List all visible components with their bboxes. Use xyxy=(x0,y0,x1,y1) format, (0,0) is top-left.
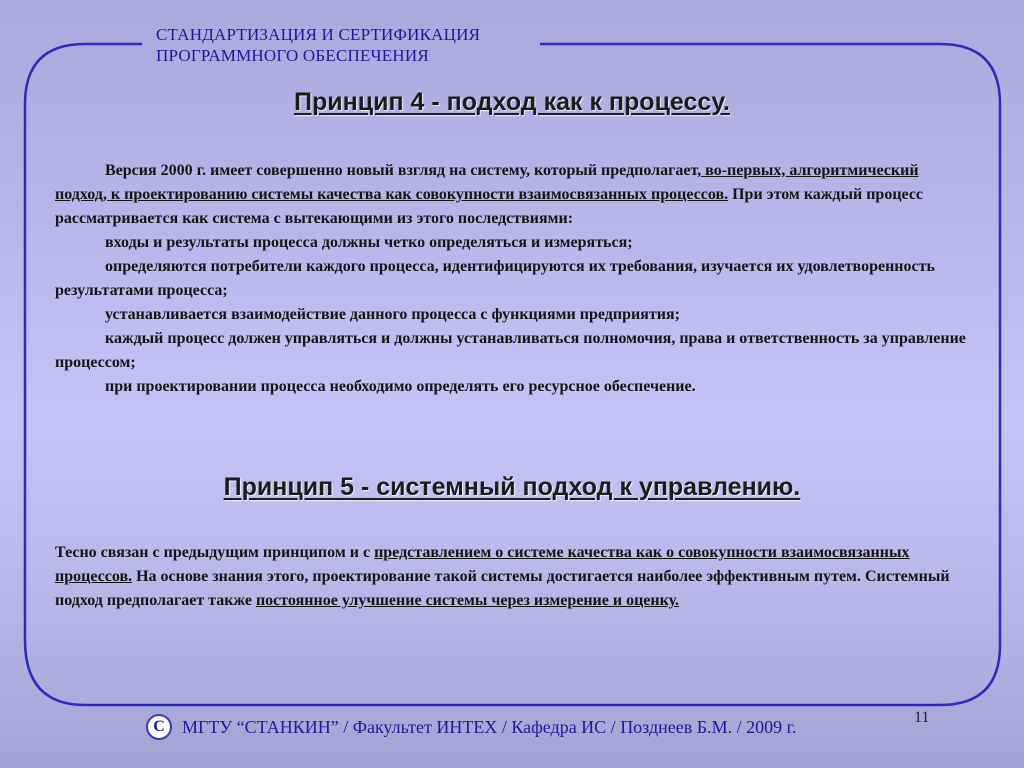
footer xyxy=(146,712,796,742)
intro-text-1: Версия 2000 г. имеет совершенно новый взгляд на систему, который предполагает xyxy=(105,162,698,179)
principle-5-paragraph xyxy=(55,541,970,613)
p5-text-2: На основе знания этого, проектирование такой системы достигается наиболее эффективным путем. Системный подход предполагает также xyxy=(55,568,950,609)
list-item: входы и результаты процесса должны четко определяться и измеряться; xyxy=(105,234,633,251)
p5-underlined-text-1: представлением о системе качества как о совокупности взаимосвязанных процессов. xyxy=(55,544,910,585)
course-title-line2: ПРОГРАММНОГО ОБЕСПЕЧЕНИЯ xyxy=(156,46,429,65)
list-item: при проектировании процесса необходимо определять его ресурсное обеспечение. xyxy=(105,378,696,395)
list-item: устанавливается взаимодействие данного процесса с функциями предприятия; xyxy=(105,306,680,323)
p5-text-1: Тесно связан с предыдущим принципом и с xyxy=(55,544,375,561)
list-item: каждый процесс должен управляться и должны устанавливаться полномочия, права и ответственность за управление процессом; xyxy=(55,330,966,371)
course-title-line1: СТАНДАРТИЗАЦИЯ И СЕРТИФИКАЦИЯ xyxy=(156,25,481,44)
intro-underlined-text: , во-первых, алгоритмический подход, к проектированию системы качества как совокупности взаимосвязанных процессов. xyxy=(55,162,919,203)
copyright-icon: С xyxy=(146,714,172,740)
principle-4-body xyxy=(55,159,970,399)
intro-text-2: При этом каждый процесс рассматривается как система с вытекающими из этого последствиями: xyxy=(55,186,924,227)
course-title xyxy=(156,24,536,66)
footer-text: МГТУ “СТАНКИН” / Факультет ИНТЕХ / Кафедра ИС / Позднеев Б.М. / 2009 г. xyxy=(182,716,797,737)
principle-4-intro xyxy=(55,159,970,231)
principle-4-heading: Принцип 4 - подход как к процессу. xyxy=(294,88,730,116)
p5-underlined-text-2: постоянное улучшение системы через измерение и оценку. xyxy=(255,592,679,609)
page-number: 11 xyxy=(914,709,930,726)
principle-5-heading: Принцип 5 - системный подход к управлению. xyxy=(223,473,801,501)
principle-5-body xyxy=(55,541,970,613)
list-item: определяются потребители каждого процесса, идентифицируются их требования, изучается их удовлетворенность результатами процесса; xyxy=(55,258,935,299)
